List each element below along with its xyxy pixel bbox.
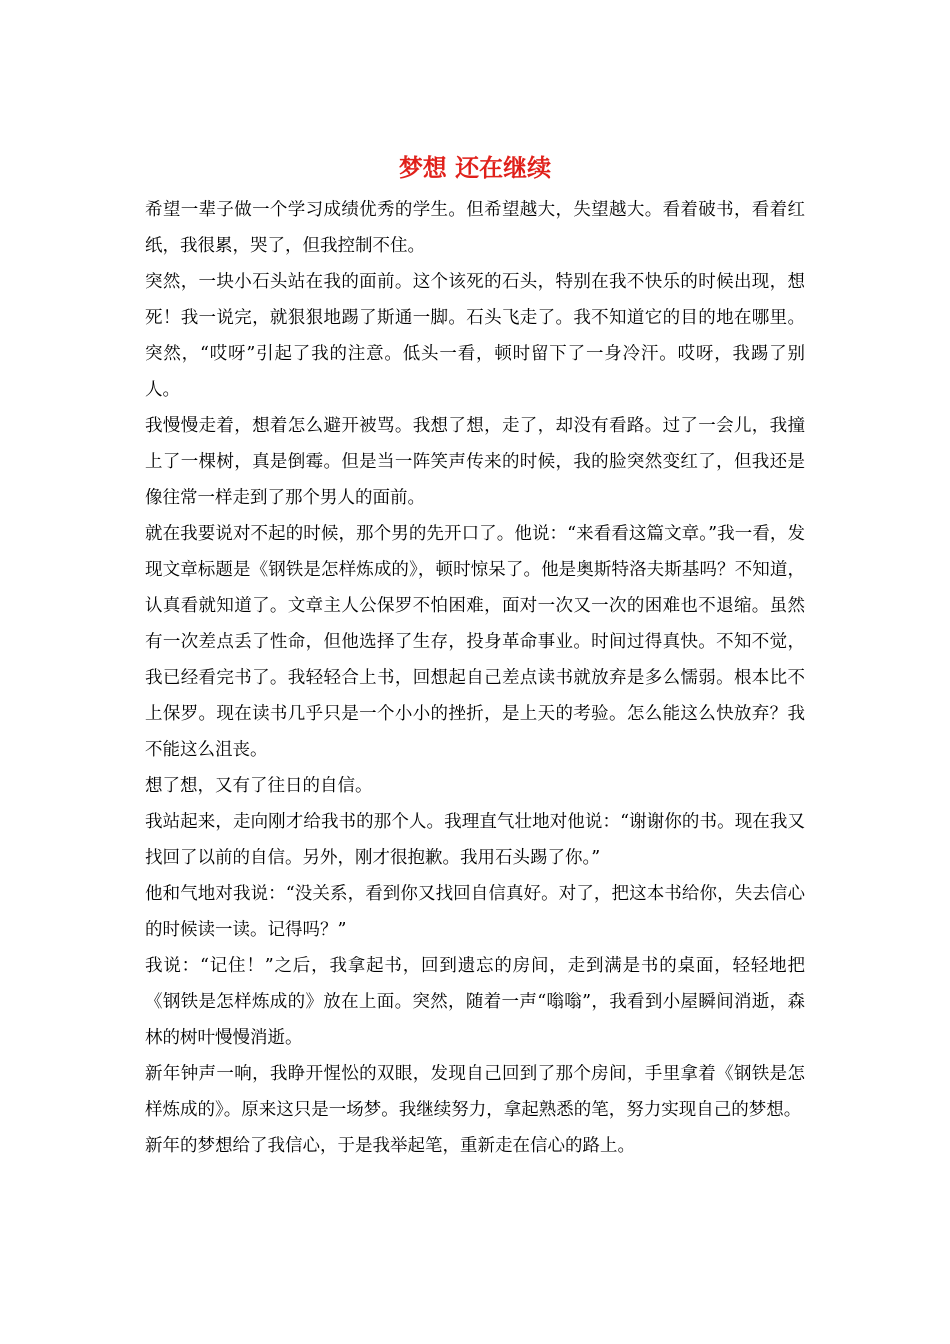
document-title: 梦想 还在继续 <box>398 153 552 182</box>
paragraph: 突然，一块小石头站在我的面前。这个该死的石头，特别在我不快乐的时候出现，想死！我一说完，就狠狠地踢了斯通一脚。石头飞走了。我不知道它的目的地在哪里。突然，“哎呀”引起了我的注意。低头一看，顿时留下了一身冷汗。哎呀，我踢了别人。 <box>145 272 805 400</box>
document-page <box>145 148 805 1164</box>
paragraph: 就在我要说对不起的时候，那个男的先开口了。他说：“来看看这篇文章。”我一看，发现文章标题是《钢铁是怎样炼成的》，顿时惊呆了。他是奥斯特洛夫斯基吗？不知道，认真看就知道了。文章主人公保罗不怕困难，面对一次又一次的困难也不退缩。虽然有一次差点丢了性命，但他选择了生存，投身革命事业。时间过得真快。不知不觉，我已经看完书了。我轻轻合上书，回想起自己差点读书就放弃是多么懦弱。根本比不上保罗。现在读书几乎只是一个小小的挫折，是上天的考验。怎么能这么快放弃？我不能这么沮丧。 <box>145 524 805 760</box>
paragraph: 他和气地对我说：“没关系，看到你又找回自信真好。对了，把这本书给你，失去信心的时候读一读。记得吗？” <box>145 884 805 940</box>
paragraph: 希望一辈子做一个学习成绩优秀的学生。但希望越大，失望越大。看着破书，看着红纸，我很累，哭了，但我控制不住。 <box>145 200 805 256</box>
document-body <box>145 192 805 1164</box>
paragraph: 想了想，又有了往日的自信。 <box>145 776 373 796</box>
paragraph: 我站起来，走向刚才给我书的那个人。我理直气壮地对他说：“谢谢你的书。现在我又找回了以前的自信。另外，刚才很抱歉。我用石头踢了你。” <box>145 812 805 868</box>
paragraph: 我慢慢走着，想着怎么避开被骂。我想了想，走了，却没有看路。过了一会儿，我撞上了一棵树，真是倒霉。但是当一阵笑声传来的时候，我的脸突然变红了，但我还是像往常一样走到了那个男人的面前。 <box>145 416 805 508</box>
paragraph: 新年的梦想给了我信心，于是我举起笔，重新走在信心的路上。 <box>145 1136 635 1156</box>
paragraph: 我说：“记住！”之后，我拿起书，回到遗忘的房间，走到满是书的桌面，轻轻地把《钢铁是怎样炼成的》放在上面。突然，随着一声“嗡嗡”，我看到小屋瞬间消逝，森林的树叶慢慢消逝。 <box>145 956 805 1048</box>
paragraph: 新年钟声一响，我睁开惺忪的双眼，发现自己回到了那个房间，手里拿着《钢铁是怎样炼成的》。原来这只是一场梦。我继续努力，拿起熟悉的笔，努力实现自己的梦想。 <box>145 1064 805 1120</box>
